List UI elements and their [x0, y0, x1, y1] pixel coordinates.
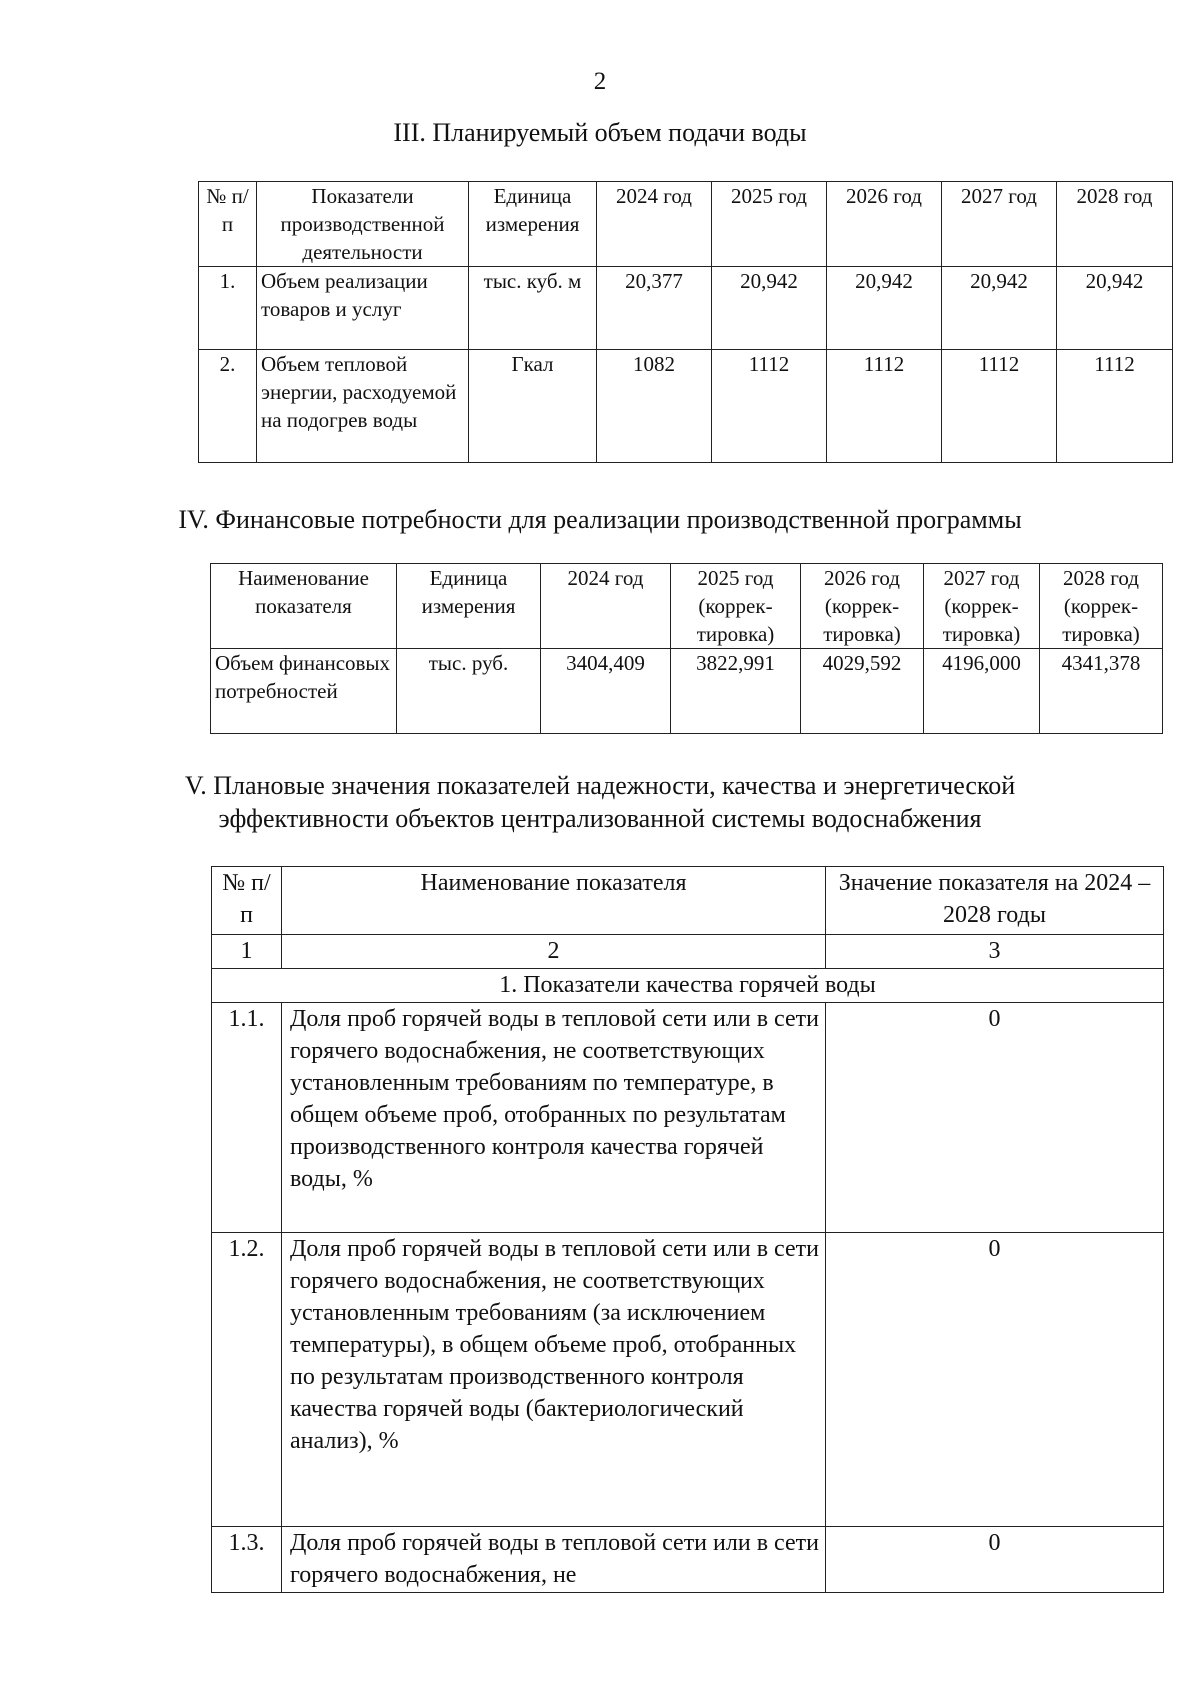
table-row: [212, 1527, 1164, 1593]
header-cell: 2028 год: [1057, 182, 1173, 267]
section-3-title: III. Планируемый объем подачи воды: [393, 118, 807, 147]
row-unit: тыс. руб.: [397, 649, 541, 734]
row-value: 1112: [1057, 350, 1173, 463]
water-supply-table: [198, 181, 1173, 463]
header-cell: 2026 год (коррек-тировка): [801, 564, 924, 649]
table-row: [212, 1233, 1164, 1527]
header-cell: Единица измерения: [397, 564, 541, 649]
row-number: 1.3.: [212, 1527, 282, 1593]
row-value: 20,942: [942, 267, 1057, 350]
row-unit: тыс. куб. м: [469, 267, 597, 350]
row-value: 1112: [942, 350, 1057, 463]
header-cell: 2027 год (коррек-тировка): [924, 564, 1040, 649]
row-value: 1112: [712, 350, 827, 463]
reliability-indicators-table: [211, 866, 1164, 1593]
header-cell: Наименование показателя: [282, 867, 826, 935]
row-name: Доля проб горячей воды в тепловой сети или в сети горячего водоснабжения, не: [282, 1527, 826, 1593]
row-name: Объем реализации товаров и услуг: [257, 267, 469, 350]
group-title: 1. Показатели качества горячей воды: [212, 969, 1164, 1003]
table-row: [199, 350, 1173, 463]
row-value: 20,942: [1057, 267, 1173, 350]
row-value: 3404,409: [541, 649, 671, 734]
header-cell: № п/п: [199, 182, 257, 267]
header-cell: № п/п: [212, 867, 282, 935]
row-value: 1082: [597, 350, 712, 463]
row-value: 20,942: [827, 267, 942, 350]
table-row: [212, 1003, 1164, 1233]
header-cell: 2025 год (коррек-тировка): [671, 564, 801, 649]
row-name: Доля проб горячей воды в тепловой сети или в сети горячего водоснабжения, не соответствующих установленным требованиям по температуре, в общем объеме проб, отобранных по результатам производственного контроля качества горячей воды, %: [282, 1003, 826, 1233]
row-value: 4029,592: [801, 649, 924, 734]
row-value: 4341,378: [1040, 649, 1163, 734]
row-value: 0: [826, 1527, 1164, 1593]
row-number: 1.: [199, 267, 257, 350]
header-cell: Показатели производственной деятельности: [257, 182, 469, 267]
header-cell: 2024 год: [541, 564, 671, 649]
page-number: 2: [593, 68, 607, 95]
row-name: Доля проб горячей воды в тепловой сети или в сети горячего водоснабжения, не соответствующих установленным требованиям (за исключением температуры), в общем объеме проб, отобранных по результатам производственного контроля качества горячей воды (бактериологический анализ), %: [282, 1233, 826, 1527]
row-value: 20,942: [712, 267, 827, 350]
row-value: 20,377: [597, 267, 712, 350]
row-value: 0: [826, 1233, 1164, 1527]
section-5-title-line-1: V. Плановые значения показателей надежности, качества и энергетической: [184, 771, 1016, 800]
table-row: [211, 649, 1163, 734]
header-cell: 2025 год: [712, 182, 827, 267]
financial-needs-table: [210, 563, 1163, 734]
row-number: 1.2.: [212, 1233, 282, 1527]
row-number: 2.: [199, 350, 257, 463]
header-cell: 2024 год: [597, 182, 712, 267]
header-cell: Единица измерения: [469, 182, 597, 267]
row-name: Объем тепловой энергии, расходуемой на подогрев воды: [257, 350, 469, 463]
column-number: 1: [212, 935, 282, 969]
header-cell: 2027 год: [942, 182, 1057, 267]
row-value: 1112: [827, 350, 942, 463]
row-value: 3822,991: [671, 649, 801, 734]
row-number: 1.1.: [212, 1003, 282, 1233]
table-row: [199, 267, 1173, 350]
header-cell: Наименование показателя: [211, 564, 397, 649]
column-number: 3: [826, 935, 1164, 969]
column-number: 2: [282, 935, 826, 969]
row-value: 4196,000: [924, 649, 1040, 734]
header-cell: 2026 год: [827, 182, 942, 267]
row-name: Объем финансовых потребностей: [211, 649, 397, 734]
section-5-title-line-2: эффективности объектов централизованной системы водоснабжения: [218, 804, 982, 833]
row-unit: Гкал: [469, 350, 597, 463]
header-cell: 2028 год (коррек-тировка): [1040, 564, 1163, 649]
header-cell: Значение показателя на 2024 – 2028 годы: [826, 867, 1164, 935]
section-4-title: IV. Финансовые потребности для реализации производственной программы: [178, 505, 1022, 534]
row-value: 0: [826, 1003, 1164, 1233]
